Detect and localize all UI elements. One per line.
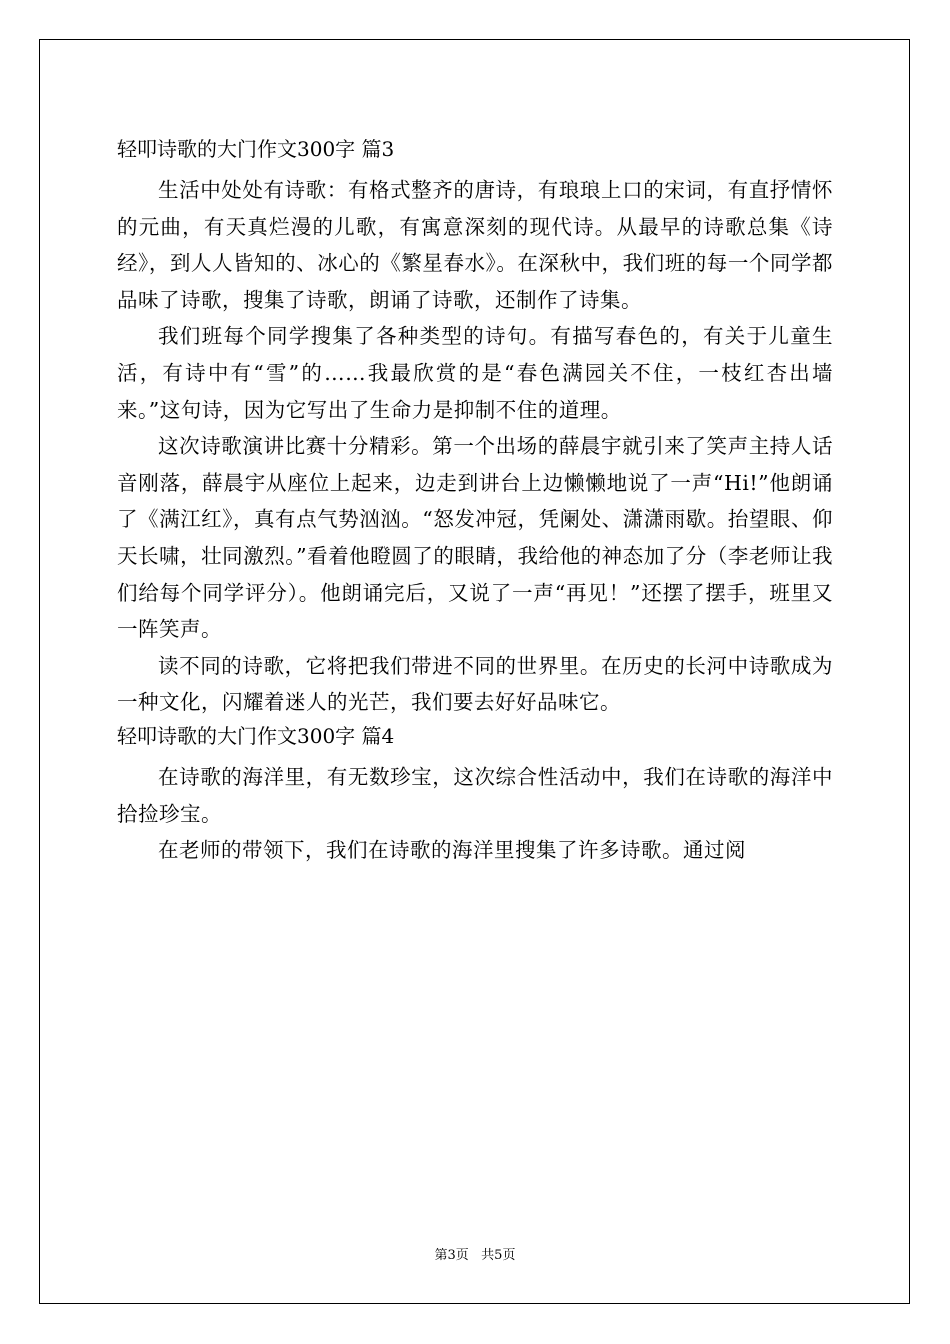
paragraph: 生活中处处有诗歌：有格式整齐的唐诗，有琅琅上口的宋词，有直抒情怀的元曲，有天真烂漫的儿歌，有寓意深刻的现代诗。从最早的诗歌总集《诗经》，到人人皆知的、冰心的《繁星春水》。在深秋中，我们班的每一个同学都品味了诗歌，搜集了诗歌，朗诵了诗歌，还制作了诗集。 [117, 178, 833, 312]
document-body [117, 134, 833, 869]
paragraph: 在老师的带领下，我们在诗歌的海洋里搜集了许多诗歌。通过阅 [158, 838, 746, 863]
spacer [117, 751, 833, 759]
page-number-footer: 第3页 共5页 [434, 1248, 516, 1263]
section-heading-4: 轻叩诗歌的大门作文300字 篇4 [117, 723, 395, 748]
spacer [117, 164, 833, 172]
paragraph: 在诗歌的海洋里，有无数珍宝，这次综合性活动中，我们在诗歌的海洋中拾捡珍宝。 [117, 764, 833, 826]
paragraph: 我们班每个同学搜集了各种类型的诗句。有描写春色的，有关于儿童生活，有诗中有“雪”的……我最欣赏的是“春色满园关不住，一枝红杏出墙来。”这句诗，因为它写出了生命力是抑制不住的道理。 [117, 324, 833, 422]
section-heading-3: 轻叩诗歌的大门作文300字 篇3 [117, 137, 395, 161]
paragraph: 读不同的诗歌，它将把我们带进不同的世界里。在历史的长河中诗歌成为一种文化，闪耀着迷人的光芒，我们要去好好品味它。 [117, 653, 833, 715]
paragraph: 这次诗歌演讲比赛十分精彩。第一个出场的薛晨宇就引来了笑声主持人话音刚落，薛晨宇从座位上起来，边走到讲台上边懒懒地说了一声“Hi!”他朗诵了《满江红》，真有点气势汹汹。“怒发冲冠，凭阑处、潇潇雨歇。抬望眼、仰天长啸，壮同激烈。”看着他瞪圆了的眼睛，我给他的神态加了分（李老师让我们给每个同学评分）。他朗诵完后，又说了一声“再见！”还摆了摆手，班里又一阵笑声。 [117, 434, 833, 642]
